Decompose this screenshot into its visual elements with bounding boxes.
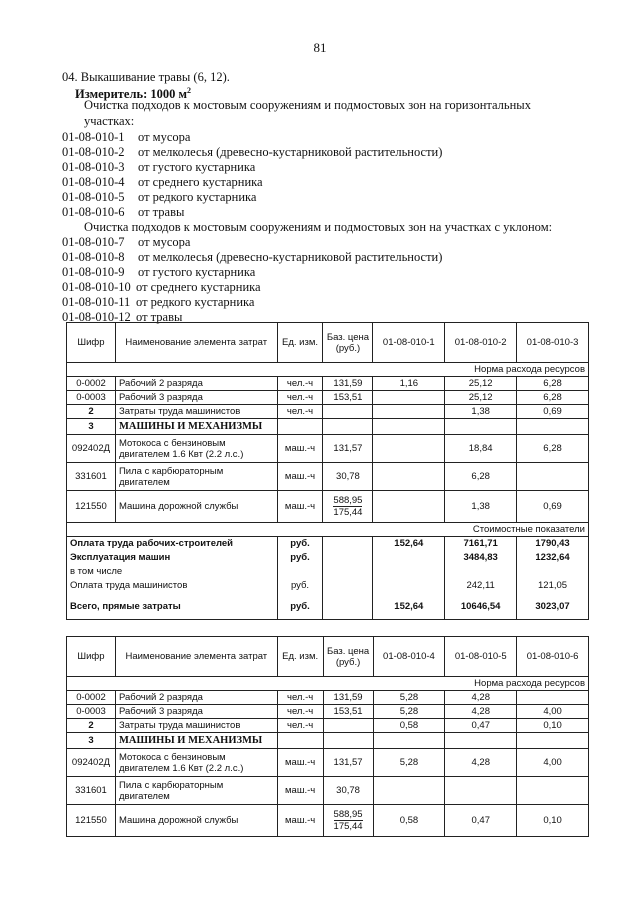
item-text: от среднего кустарника bbox=[136, 280, 261, 294]
cell-rate: 0,58 bbox=[373, 805, 445, 837]
cell-unit: маш.-ч bbox=[277, 491, 323, 523]
intro-slope: Очистка подходов к мостовым сооружениям и подмостовых зон на участках с уклоном: bbox=[84, 220, 553, 234]
page-number: 81 bbox=[313, 40, 327, 55]
item-code: 01-08-010-7 bbox=[62, 235, 125, 249]
table-row bbox=[67, 405, 589, 419]
cell-rate: 0,10 bbox=[517, 719, 589, 733]
cell-rate: 5,28 bbox=[373, 749, 445, 777]
cell-rate bbox=[373, 777, 445, 805]
cell-rate: 25,12 bbox=[445, 377, 517, 391]
cell-price: 153,51 bbox=[323, 391, 373, 405]
cell-code: 2 bbox=[67, 719, 116, 733]
table-row bbox=[67, 733, 589, 749]
cell-code: 0-0003 bbox=[67, 705, 116, 719]
cost-value: 3484,83 bbox=[445, 551, 517, 565]
cost-row bbox=[67, 594, 589, 620]
cost-price bbox=[323, 551, 373, 565]
table-row bbox=[67, 391, 589, 405]
cell-rate bbox=[445, 419, 517, 435]
cell-rate: 4,28 bbox=[445, 691, 517, 705]
item-text: от густого кустарника bbox=[138, 265, 256, 279]
price-value: 588,95 bbox=[333, 495, 363, 506]
cell-rate bbox=[373, 435, 445, 463]
cell-unit: маш.-ч bbox=[277, 805, 323, 837]
cost-price bbox=[323, 537, 373, 551]
cell-rate: 6,28 bbox=[517, 377, 589, 391]
cell-rate: 4,00 bbox=[517, 705, 589, 719]
table-row bbox=[67, 777, 589, 805]
cost-value: 242,11 bbox=[445, 578, 517, 594]
item-text: от мусора bbox=[138, 235, 191, 249]
cell-code: 331601 bbox=[67, 777, 116, 805]
item-code: 01-08-010-11 bbox=[62, 295, 131, 309]
cell-rate: 1,16 bbox=[373, 377, 445, 391]
cell-rate: 0,47 bbox=[445, 719, 517, 733]
cost-value: 1790,43 bbox=[517, 537, 589, 551]
item-code: 01-08-010-3 bbox=[62, 160, 125, 174]
cost-value: 152,64 bbox=[373, 537, 445, 551]
cost-name: Оплата труда машинистов bbox=[67, 578, 278, 594]
cell-rate: 0,69 bbox=[517, 405, 589, 419]
intro-horizontal: Очистка подходов к мостовым сооружениям и подмостовых зон на горизонтальных bbox=[84, 98, 531, 112]
cost-value: 7161,71 bbox=[445, 537, 517, 551]
table-row bbox=[67, 719, 589, 733]
col-header-rate: 01-08-010-2 bbox=[445, 323, 517, 363]
item-code: 01-08-010-10 bbox=[62, 280, 131, 294]
cell-rate: 18,84 bbox=[445, 435, 517, 463]
item-code: 01-08-010-2 bbox=[62, 145, 125, 159]
cost-label: Стоимостные показатели bbox=[67, 523, 589, 537]
cell-rate: 6,28 bbox=[445, 463, 517, 491]
item-text: от редкого кустарника bbox=[136, 295, 255, 309]
cell-rate: 1,38 bbox=[445, 491, 517, 523]
cell-code: 2 bbox=[67, 405, 116, 419]
item-row bbox=[62, 145, 442, 160]
item-code: 01-08-010-1 bbox=[62, 130, 125, 144]
section-title: 04. Выкашивание травы (6, 12). bbox=[62, 70, 230, 84]
item-row bbox=[62, 235, 190, 250]
col-header-name: Наименование элемента затрат bbox=[115, 323, 277, 363]
cell-unit: чел.-ч bbox=[277, 691, 323, 705]
cell-rate bbox=[373, 491, 445, 523]
cell-rate bbox=[517, 733, 589, 749]
cell-name: МАШИНЫ И МЕХАНИЗМЫ bbox=[115, 419, 277, 435]
cost-price bbox=[323, 578, 373, 594]
cell-price: 131,57 bbox=[323, 435, 373, 463]
item-row bbox=[62, 130, 190, 145]
cell-unit: маш.-ч bbox=[277, 749, 323, 777]
cost-name: Эксплуатация машин bbox=[67, 551, 278, 565]
cell-price bbox=[323, 719, 373, 733]
cell-price: 131,59 bbox=[323, 691, 373, 705]
item-row bbox=[62, 265, 255, 280]
price-value: 588,95 bbox=[333, 809, 363, 820]
cell-rate: 5,28 bbox=[373, 705, 445, 719]
item-text: от мелколесья (древесно-кустарниковой растительности) bbox=[138, 145, 443, 159]
cost-unit: руб. bbox=[277, 551, 323, 565]
cost-unit: руб. bbox=[277, 537, 323, 551]
col-header-rate: 01-08-010-5 bbox=[445, 637, 517, 677]
cell-name: МАШИНЫ И МЕХАНИЗМЫ bbox=[115, 733, 277, 749]
cost-unit: руб. bbox=[277, 578, 323, 594]
cell-unit bbox=[277, 733, 323, 749]
cell-rate bbox=[517, 691, 589, 705]
cell-rate: 0,47 bbox=[445, 805, 517, 837]
norm-label: Норма расхода ресурсов bbox=[67, 363, 589, 377]
cell-rate bbox=[373, 405, 445, 419]
cell-name: Пила с карбюраторным двигателем bbox=[115, 463, 277, 491]
resource-table-1 bbox=[66, 322, 589, 620]
cell-rate: 6,28 bbox=[517, 391, 589, 405]
cell-rate bbox=[373, 733, 445, 749]
cell-unit: чел.-ч bbox=[277, 405, 323, 419]
cell-name: Пила с карбюраторным двигателем bbox=[115, 777, 277, 805]
cost-name: Оплата труда рабочих-строителей bbox=[67, 537, 278, 551]
col-header-price: Баз. цена (руб.) bbox=[323, 323, 373, 363]
table-row bbox=[67, 805, 589, 837]
table-row bbox=[67, 419, 589, 435]
cell-price: 131,57 bbox=[323, 749, 373, 777]
price-value-2: 175,44 bbox=[333, 507, 363, 518]
table-row bbox=[67, 491, 589, 523]
cost-name: в том числе bbox=[67, 565, 278, 578]
cost-row bbox=[67, 565, 589, 578]
cell-unit: маш.-ч bbox=[277, 463, 323, 491]
cost-value bbox=[445, 565, 517, 578]
cost-value bbox=[373, 578, 445, 594]
cell-price bbox=[323, 805, 373, 837]
cell-price bbox=[323, 405, 373, 419]
cost-value: 10646,54 bbox=[445, 594, 517, 620]
cost-row bbox=[67, 551, 589, 565]
cost-value: 152,64 bbox=[373, 594, 445, 620]
cell-price bbox=[323, 733, 373, 749]
cost-name: Всего, прямые затраты bbox=[67, 594, 278, 620]
cell-name: Затраты труда машинистов bbox=[115, 719, 277, 733]
col-header-price: Баз. цена (руб.) bbox=[323, 637, 373, 677]
item-code: 01-08-010-6 bbox=[62, 205, 125, 219]
cell-rate bbox=[373, 391, 445, 405]
cell-rate: 25,12 bbox=[445, 391, 517, 405]
item-code: 01-08-010-12 bbox=[62, 310, 131, 324]
col-header-code: Шифр bbox=[67, 323, 116, 363]
cell-code: 092402Д bbox=[67, 435, 116, 463]
cost-price bbox=[323, 594, 373, 620]
cell-code: 121550 bbox=[67, 805, 116, 837]
cell-code: 121550 bbox=[67, 491, 116, 523]
col-header-rate: 01-08-010-6 bbox=[517, 637, 589, 677]
price-value-2: 175,44 bbox=[333, 821, 363, 832]
cost-value bbox=[517, 565, 589, 578]
col-header-unit: Ед. изм. bbox=[277, 637, 323, 677]
cost-row bbox=[67, 578, 589, 594]
cell-unit: маш.-ч bbox=[277, 777, 323, 805]
item-text: от травы bbox=[136, 310, 183, 324]
cell-rate: 0,58 bbox=[373, 719, 445, 733]
cell-code: 092402Д bbox=[67, 749, 116, 777]
item-row bbox=[62, 160, 255, 175]
cell-price bbox=[323, 419, 373, 435]
cell-rate: 5,28 bbox=[373, 691, 445, 705]
table-row bbox=[67, 435, 589, 463]
cost-price bbox=[323, 565, 373, 578]
cell-rate bbox=[445, 777, 517, 805]
col-header-rate: 01-08-010-1 bbox=[373, 323, 445, 363]
item-text: от густого кустарника bbox=[138, 160, 256, 174]
item-row bbox=[62, 250, 442, 265]
cost-unit bbox=[277, 565, 323, 578]
cell-unit bbox=[277, 419, 323, 435]
cell-unit: чел.-ч bbox=[277, 705, 323, 719]
cell-code: 0-0003 bbox=[67, 391, 116, 405]
col-header-name: Наименование элемента затрат bbox=[115, 637, 277, 677]
cell-rate: 4,28 bbox=[445, 705, 517, 719]
cell-unit: маш.-ч bbox=[277, 435, 323, 463]
cell-rate: 4,28 bbox=[445, 749, 517, 777]
col-header-code: Шифр bbox=[67, 637, 116, 677]
cell-rate: 0,69 bbox=[517, 491, 589, 523]
cost-value bbox=[373, 551, 445, 565]
item-row bbox=[62, 175, 263, 190]
cell-rate: 4,00 bbox=[517, 749, 589, 777]
cell-code: 0-0002 bbox=[67, 691, 116, 705]
cell-price: 153,51 bbox=[323, 705, 373, 719]
cell-unit: чел.-ч bbox=[277, 391, 323, 405]
cell-code: 3 bbox=[67, 419, 116, 435]
item-row bbox=[62, 295, 254, 310]
cell-name: Рабочий 3 разряда bbox=[115, 391, 277, 405]
col-header-unit: Ед. изм. bbox=[277, 323, 323, 363]
cell-rate bbox=[517, 419, 589, 435]
cell-rate: 0,10 bbox=[517, 805, 589, 837]
cell-rate bbox=[373, 463, 445, 491]
cell-price: 131,59 bbox=[323, 377, 373, 391]
table-row bbox=[67, 705, 589, 719]
item-row bbox=[62, 205, 184, 220]
item-text: от среднего кустарника bbox=[138, 175, 263, 189]
cell-price bbox=[323, 491, 373, 523]
cell-name: Машина дорожной службы bbox=[115, 491, 277, 523]
cost-unit: руб. bbox=[277, 594, 323, 620]
cell-code: 3 bbox=[67, 733, 116, 749]
cell-name: Мотокоса с бензиновым двигателем 1.6 Квт (2.2 л.с.) bbox=[115, 749, 277, 777]
cell-name: Машина дорожной службы bbox=[115, 805, 277, 837]
cell-unit: чел.-ч bbox=[277, 377, 323, 391]
item-text: от мелколесья (древесно-кустарниковой растительности) bbox=[138, 250, 443, 264]
cell-rate bbox=[517, 463, 589, 491]
col-header-rate: 01-08-010-3 bbox=[517, 323, 589, 363]
cell-name: Рабочий 3 разряда bbox=[115, 705, 277, 719]
cell-code: 331601 bbox=[67, 463, 116, 491]
cell-rate: 6,28 bbox=[517, 435, 589, 463]
cost-value: 1232,64 bbox=[517, 551, 589, 565]
item-row bbox=[62, 280, 261, 295]
intro-horizontal-cont: участках: bbox=[84, 114, 135, 128]
table-row bbox=[67, 463, 589, 491]
cell-rate bbox=[373, 419, 445, 435]
item-code: 01-08-010-9 bbox=[62, 265, 125, 279]
item-text: от редкого кустарника bbox=[138, 190, 257, 204]
norm-label: Норма расхода ресурсов bbox=[67, 677, 589, 691]
cell-price: 30,78 bbox=[323, 777, 373, 805]
cell-rate: 1,38 bbox=[445, 405, 517, 419]
cell-name: Мотокоса с бензиновым двигателем 1.6 Квт (2.2 л.с.) bbox=[115, 435, 277, 463]
cell-unit: чел.-ч bbox=[277, 719, 323, 733]
cell-name: Рабочий 2 разряда bbox=[115, 691, 277, 705]
cell-rate bbox=[445, 733, 517, 749]
cost-value: 121,05 bbox=[517, 578, 589, 594]
item-text: от мусора bbox=[138, 130, 191, 144]
table-row bbox=[67, 691, 589, 705]
resource-table-2 bbox=[66, 636, 589, 837]
cell-name: Затраты труда машинистов bbox=[115, 405, 277, 419]
cost-value bbox=[373, 565, 445, 578]
item-text: от травы bbox=[138, 205, 185, 219]
item-code: 01-08-010-4 bbox=[62, 175, 125, 189]
cell-price: 30,78 bbox=[323, 463, 373, 491]
item-row bbox=[62, 190, 256, 205]
cost-value: 3023,07 bbox=[517, 594, 589, 620]
cell-rate bbox=[517, 777, 589, 805]
col-header-rate: 01-08-010-4 bbox=[373, 637, 445, 677]
cost-row bbox=[67, 537, 589, 551]
unit-label: Измеритель: 1000 $м^2$ bbox=[75, 86, 192, 102]
cell-code: 0-0002 bbox=[67, 377, 116, 391]
item-code: 01-08-010-5 bbox=[62, 190, 125, 204]
cell-name: Рабочий 2 разряда bbox=[115, 377, 277, 391]
table-row bbox=[67, 377, 589, 391]
item-code: 01-08-010-8 bbox=[62, 250, 125, 264]
table-row bbox=[67, 749, 589, 777]
